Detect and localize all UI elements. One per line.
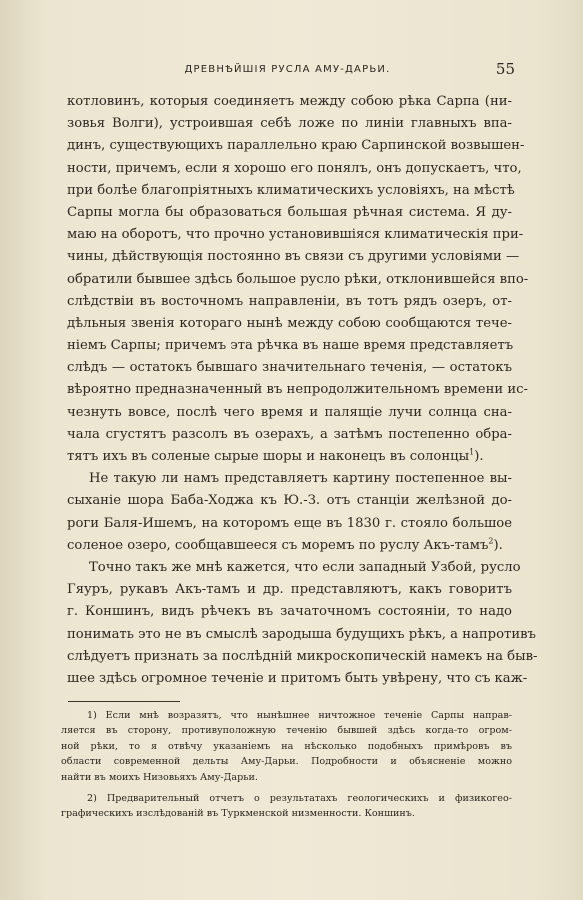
- text-line: дѣльныя звенія котораго нынѣ между собою сообщаются тече-: [67, 315, 512, 331]
- text-line: при болѣе благопріятныхъ климатическихъ условіяхъ, на мѣстѣ: [67, 182, 515, 198]
- footnote-divider: [68, 701, 180, 702]
- ref-suffix: ).: [493, 537, 503, 553]
- footnotes: [61, 708, 512, 822]
- text-line: динъ, существующихъ параллельно краю Сарпинской возвышен-: [67, 138, 525, 154]
- body-text: [67, 91, 538, 690]
- text-line: сыханіе шора Баба-Ходжа къ Ю.-З. отъ станціи желѣзной до-: [67, 493, 512, 509]
- text-line: понимать это не въ смыслѣ зародыша будущихъ рѣкъ, а напротивъ: [67, 626, 536, 642]
- text-line: вѣроятно предназначенный въ непродолжительномъ времени ис-: [67, 382, 529, 398]
- footnote-ref-2: 2: [488, 536, 494, 546]
- text-line: слѣдуетъ признать за послѣдній микроскопическій намекъ на быв-: [67, 648, 538, 664]
- footnote-1-line: ной рѣки, то я отвѣчу указаніемъ на нѣсколько подобныхъ примѣровъ въ: [61, 740, 512, 752]
- text-line: Точно такъ же мнѣ кажется, что если западный Узбой, русло: [89, 559, 521, 575]
- text-segment: тятъ ихъ въ соленые сырые шоры и наконецъ въ солонцы: [67, 449, 470, 464]
- footnote-2-line: 2) Предварительный отчетъ о результатахъ геологическихъ и физикогео-: [87, 792, 512, 804]
- text-line: г. Коншинъ, видъ рѣчекъ въ зачаточномъ состояніи, то надо: [67, 604, 512, 620]
- footnote-1-line: найти въ моихъ Низовьяхъ Аму-Дарьи.: [61, 771, 258, 783]
- text-line: зовья Волги), устроившая себѣ ложе по линіи главныхъ впа-: [67, 116, 512, 132]
- text-line-with-ref: [67, 446, 512, 468]
- text-line: маю на оборотъ, что прочно установившіяся климатическія при-: [67, 227, 524, 243]
- text-line: Сарпы могла бы образоваться большая рѣчная система. Я ду-: [67, 204, 512, 220]
- footnote-2-line: графическихъ изслѣдованій въ Туркменской низменности. Коншинъ.: [61, 808, 415, 820]
- text-line: ности, причемъ, если я хорошо его понялъ, онъ допускаетъ, что,: [67, 160, 522, 176]
- text-line: Не такую ли намъ представляетъ картину постепенное вы-: [89, 471, 512, 487]
- text-line: роги Баля-Ишемъ, на которомъ еще въ 1830 г. стояло большое: [67, 515, 512, 531]
- text-line: обратили бывшее здѣсь большое русло рѣки, отклонившейся впо-: [67, 271, 529, 287]
- text-line: ніемъ Сарпы; причемъ эта рѣчка въ наше время представляетъ: [67, 338, 514, 354]
- footnote-1-line: области современной дельты Аму-Дарьи. Подробности и объясненіе можно: [61, 756, 512, 768]
- ref-suffix: ).: [474, 449, 484, 464]
- text-line: чезнуть вовсе, послѣ чего время и палящіе лучи солнца сна-: [67, 404, 512, 420]
- text-segment: соленое озеро, сообщавшееся съ моремъ по руслу Акъ-тамъ: [67, 537, 489, 553]
- text-line: чины, дѣйствующія постоянно въ связи съ другими условіями —: [67, 249, 520, 265]
- text-line: шее здѣсь огромное теченіе и притомъ быть увѣрену, что съ каж-: [67, 670, 528, 686]
- text-line: Гяуръ, рукавъ Акъ-тамъ и др. представляютъ, какъ говоритъ: [67, 582, 512, 598]
- running-title: ДРЕВНѢЙШІЯ РУСЛА АМУ-ДАРЬИ.: [184, 64, 391, 75]
- running-head: [60, 60, 515, 80]
- footnote-1-line: ляется въ сторону, противуположную теченію бывшей здѣсь когда-то огром-: [61, 725, 512, 737]
- footnote-1-line: 1) Если мнѣ возразятъ, что нынѣшнее ничтожное теченіе Сарпы направ-: [87, 710, 512, 721]
- text-line: чала сгустятъ разсолъ въ озерахъ, а затѣмъ постепенно обра-: [67, 426, 512, 442]
- page-number: 55: [495, 60, 515, 78]
- text-line: слѣдствіи въ восточномъ направленіи, въ тотъ рядъ озеръ, от-: [67, 293, 512, 309]
- text-line-with-ref: [67, 535, 512, 557]
- footnote-ref-1: 1: [469, 447, 475, 457]
- text-line: слѣдъ — остатокъ бывшаго значительнаго теченія, — остатокъ: [67, 360, 512, 376]
- text-line: котловинъ, которыя соединяетъ между собою рѣка Сарпа (ни-: [67, 94, 512, 109]
